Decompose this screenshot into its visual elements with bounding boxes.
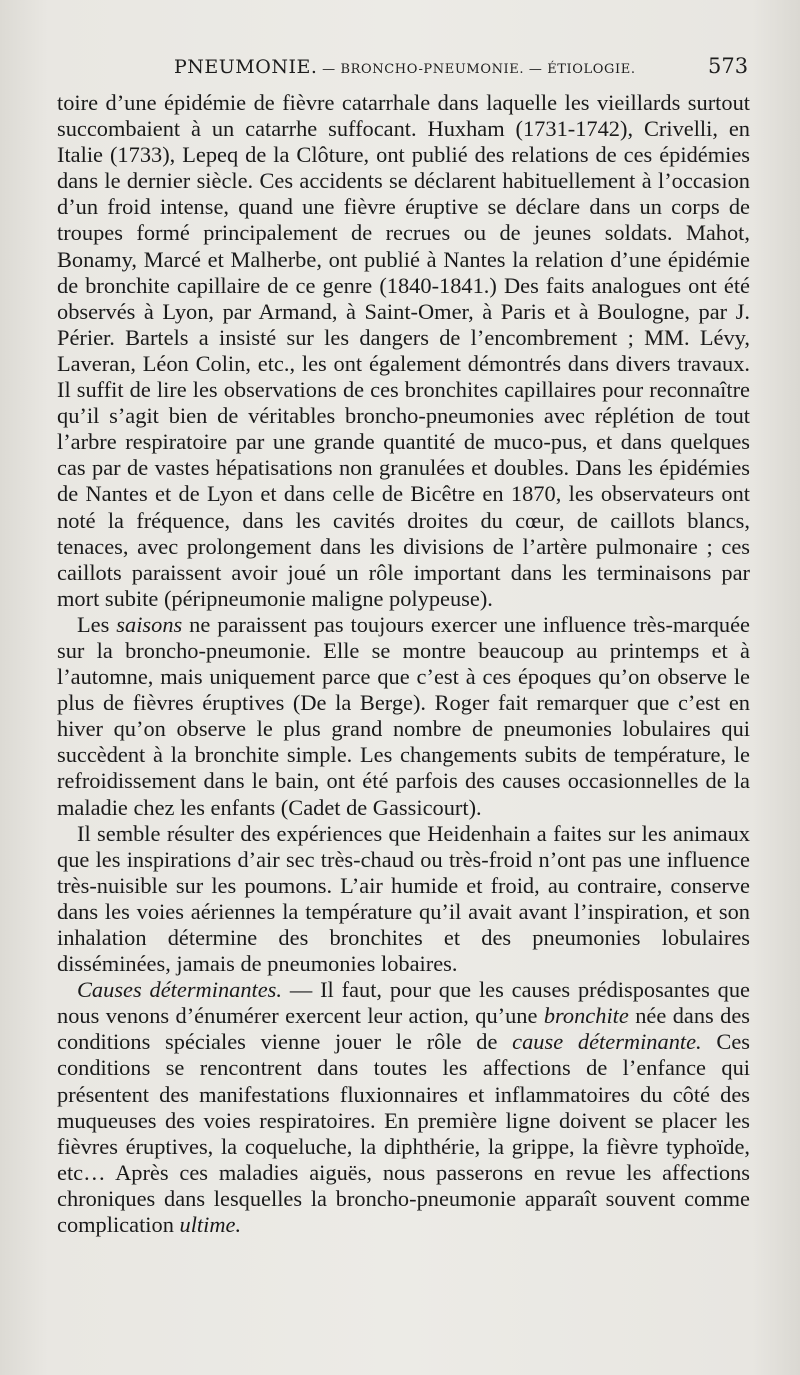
italic-text: saisons: [116, 611, 183, 637]
italic-text: Causes déterminantes.: [77, 977, 282, 1003]
paragraph-3: [57, 821, 750, 978]
running-head-sep-2: —: [524, 62, 548, 77]
paragraph-text: ne paraissent pas toujours exercer une influence très-marquée sur la broncho-pneumonie. Elle se montre beaucoup au printemps et à l’automne, mais uniquement parce que c’est à ces époques qu’on observe le plus de fièvres éruptives (De la Berge). Roger fait remarquer que c’est en hiver qu’on observe le plus grand nombre de pneumonies lobulaires qui succèdent à la bronchite simple. Les changements subits de température, le refroidissement dans le bain, ont été parfois des causes occasionnelles de la maladie chez les enfants (Cadet de Gassicourt).: [57, 611, 750, 820]
running-head-sep-1: —: [317, 62, 341, 77]
paragraph-text: — Il faut, pour que les causes prédisposantes que nous venons d’énumérer exercent leur action, qu’une: [57, 977, 750, 1029]
italic-text: bronchite: [543, 1003, 629, 1029]
italic-text: ultime.: [179, 1212, 242, 1238]
paragraph-text: Ces conditions se rencontrent dans toutes les affections de l’enfance qui présentent des manifestations fluxionnaires et inflammatoires du côté des muqueuses des voies respiratoires. En première ligne doivent se placer les fièvres éruptives, la coqueluche, la diphthérie, la grippe, la fièvre typhoïde, etc… Après ces maladies aiguës, nous passerons en revue les affections chroniques dans lesquelles la broncho-pneumonie apparaît souvent comme complication: [57, 1029, 750, 1238]
page-number: 573: [708, 54, 749, 78]
paragraph-4: [57, 977, 750, 1238]
paragraph-1: [57, 90, 750, 612]
running-head: [174, 56, 636, 78]
running-head-subsection: ÉTIOLOGIE.: [547, 62, 636, 77]
body-text: [57, 90, 750, 1238]
italic-text: cause déterminante.: [512, 1029, 702, 1055]
paragraph-text: toire d’une épidémie de fièvre catarrhale dans laquelle les vieillards surtout succombaient à un catarrhe suffocant. Huxham (1731-1742), Crivelli, en Italie (1733), Lepeq de la Clôture, ont publié des relations de ces épidémies dans le dernier siècle. Ces accidents se déclarent habituellement à l’occasion d’un froid intense, quand une fièvre éruptive se déclare dans un corps de troupes formé principalement de recrues ou de jeunes soldats. Mahot, Bonamy, Marcé et Malherbe, ont publié à Nantes la relation d’une épidémie de bronchite capillaire de ce genre (1840-1841.) Des faits analogues ont été observés à Lyon, par Armand, à Saint-Omer, à Paris et à Boulogne, par J. Périer. Bartels a insisté sur les dangers de l’encombrement ; MM. Lévy, Laveran, Léon Colin, etc., les ont également démontrés dans divers travaux. Il suffit de lire les observations de ces bronchites capillaires pour reconnaître qu’il s’agit bien de véritables broncho-pneumonies avec réplétion de tout l’arbre respiratoire par une grande quantité de muco-pus, et dans quelques cas par de vastes hépatisations non granulées et doubles. Dans les épidémies de Nantes et de Lyon et dans celle de Bicêtre en 1870, les observateurs ont noté la fréquence, dans les cavités droites du cœur, de caillots blancs, tenaces, avec prolongement dans les divisions de l’artère pulmonaire ; ces caillots paraissent avoir joué un rôle important dans les terminaisons par mort subite (péripneumonie maligne polypeuse).: [57, 90, 750, 611]
paragraph-text: née dans des conditions spéciales vienne jouer le rôle de: [57, 1003, 750, 1055]
page-header: [0, 52, 800, 92]
paragraph-text: Il semble résulter des expériences que Heidenhain a faites sur les animaux que les inspirations d’air sec très-chaud ou très-froid n’ont pas une influence très-nuisible sur les poumons. L’air humide et froid, au contraire, conserve dans les voies aériennes la température qu’il avait avant l’inspiration, et son inhalation détermine des bronchites et des pneumonies lobulaires disséminées, jamais de pneumonies lobaires.: [57, 820, 750, 977]
running-head-main: PNEUMONIE.: [174, 56, 318, 78]
paragraph-2: [57, 612, 750, 821]
paragraph-text: Les: [77, 611, 117, 637]
running-head-section: BRONCHO-PNEUMONIE.: [340, 62, 525, 77]
